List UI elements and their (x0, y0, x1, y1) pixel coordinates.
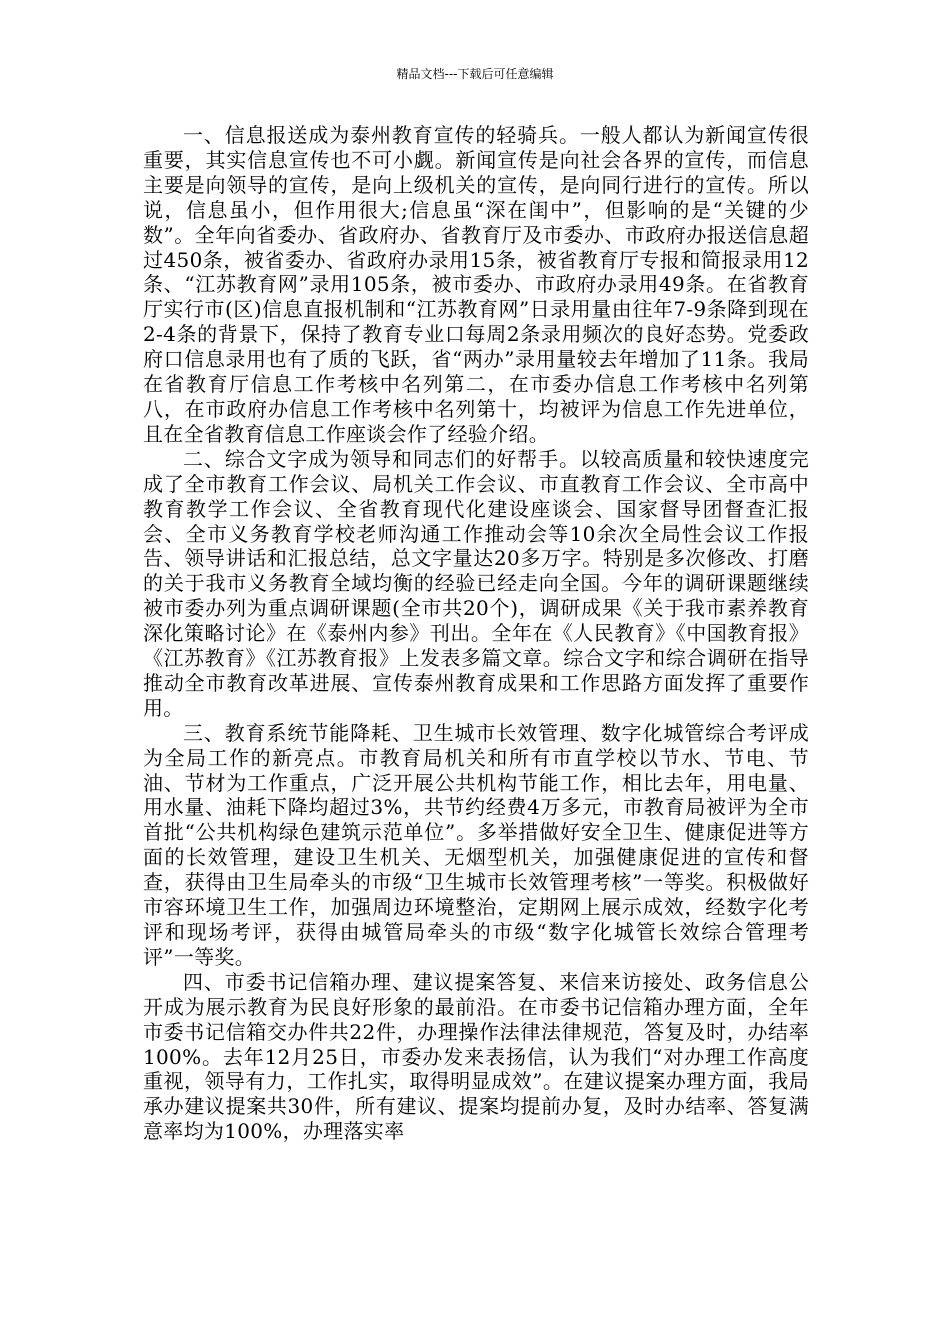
paragraph-comprehensive-writing: 二、综合文字成为领导和同志们的好帮手。以较高质量和较快速度完成了全市教育工作会议、局机关工作会议、市直教育工作会议、全市高中教育教学工作会议、全省教育现代化建设座谈会、国家督导团督查汇报会、全市义务教育学校老师沟通工作推动会等10余次全局性会议工作报告、领导讲话和汇报总结，总文字量达20多万字。特别是多次修改、打磨的关于我市义务教育全域均衡的经验已经走向全国。今年的调研课题继续被市委办列为重点调研课题(全市共20个)，调研成果《关于我市素养教育深化策略讨论》在《泰州内参》刊出。全年在《人民教育》《中国教育报》《江苏教育》《江苏教育报》上发表多篇文章。综合文字和综合调研在指导推动全市教育改革进展、宣传泰州教育成果和工作思路方面发挥了重要作用。 (143, 446, 809, 720)
page-header-note: 精品文档---下载后可任意编辑 (396, 67, 554, 81)
paragraph-mailbox-proposals: 四、市委书记信箱办理、建议提案答复、来信来访接处、政务信息公开成为展示教育为民良好形象的最前沿。在市委书记信箱办理方面，全年市委书记信箱交办件共22件，办理操作法律法律规范，答复及时，办结率100%。去年12月25日，市委办发来表扬信，认为我们“对办理工作高度重视，领导有力，工作扎实，取得明显成效”。在建议提案办理方面，我局承办建议提案共30件，所有建议、提案均提前办复，及时办结率、答复满意率均为100%，办理落实率 (143, 969, 809, 1144)
paragraph-energy-saving: 三、教育系统节能降耗、卫生城市长效管理、数字化城管综合考评成为全局工作的新亮点。市教育局机关和所有市直学校以节水、节电、节油、节材为工作重点，广泛开展公共机构节能工作，相比去年，用电量、用水量、油耗下降均超过3%，共节约经费4万多元，市教育局被评为全市首批“公共机构绿色建筑示范单位”。多举措做好安全卫生、健康促进等方面的长效管理，建设卫生机关、无烟型机关，加强健康促进的宣传和督查，获得由卫生局牵头的市级“卫生城市长效管理考核”一等奖。积极做好市容环境卫生工作，加强周边环境整治，定期网上展示成效，经数字化考评和现场考评，获得由城管局牵头的市级“数字化城管长效综合管理考评”一等奖。 (143, 720, 809, 969)
paragraph-info-reporting: 一、信息报送成为泰州教育宣传的轻骑兵。一般人都认为新闻宣传很重要，其实信息宣传也不可小觑。新闻宣传是向社会各界的宣传，而信息主要是向领导的宣传，是向上级机关的宣传，是向同行进行的宣传。所以说，信息虽小，但作用很大;信息虽“深在闺中”，但影响的是“关键的少数”。全年向省委办、省政府办、省教育厅及市委办、市政府办报送信息超过450条，被省委办、省政府办录用15条，被省教育厅专报和简报录用12条、“江苏教育网”录用105条，被市委办、市政府办录用49条。在省教育厅实行市(区)信息直报机制和“江苏教育网”日录用量由往年7-9条降到现在2-4条的背景下，保持了教育专业口每周2条录用频次的良好态势。党委政府口信息录用也有了质的飞跃，省“两办”录用量较去年增加了11条。我局在省教育厅信息工作考核中名列第二，在市委办信息工作考核中名列第八，在市政府办信息工作考核中名列第十，均被评为信息工作先进单位，且在全省教育信息工作座谈会作了经验介绍。 (143, 123, 809, 446)
document-body (143, 123, 809, 1144)
